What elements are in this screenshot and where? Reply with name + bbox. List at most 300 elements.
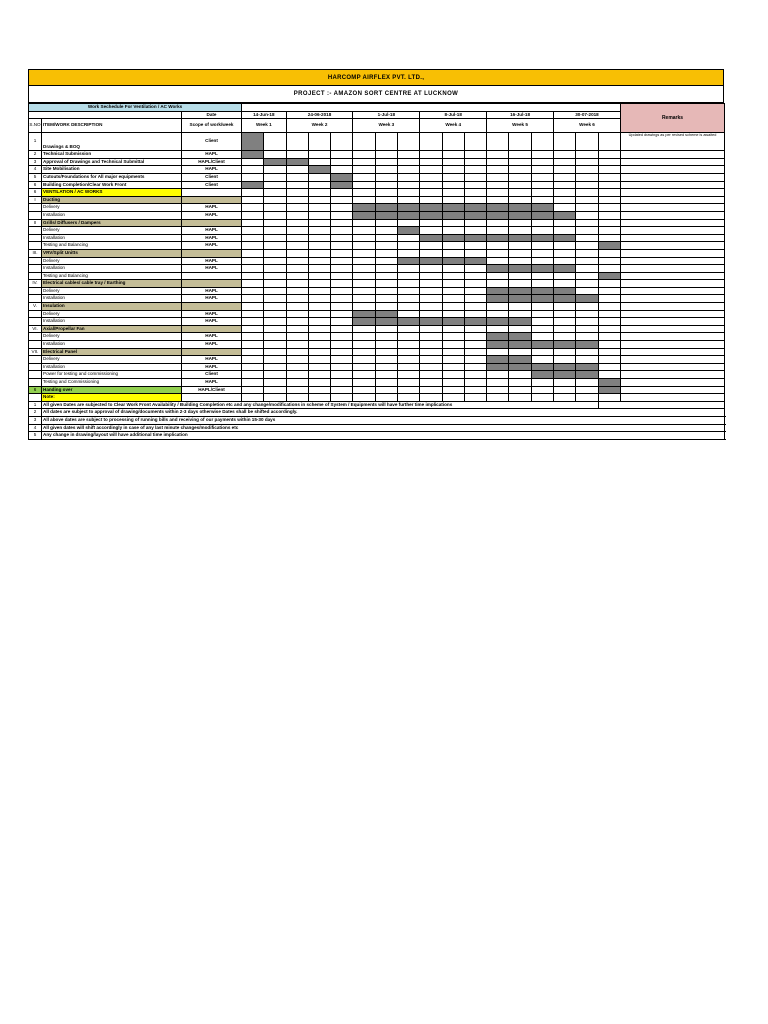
row-scope: HAPL/Client	[182, 386, 242, 394]
week-label: Week 5	[487, 119, 554, 133]
gantt-cell	[308, 242, 330, 250]
row-description: Installation	[42, 295, 182, 303]
row-scope: HAPL	[182, 356, 242, 364]
gantt-bar	[509, 363, 531, 371]
gantt-bar	[442, 318, 464, 326]
gantt-cell	[286, 303, 308, 311]
gantt-cell	[353, 196, 375, 204]
gantt-cell	[286, 348, 308, 356]
gantt-cell	[576, 249, 598, 257]
gantt-cell	[264, 181, 286, 189]
gantt-cell	[242, 234, 264, 242]
gantt-cell	[264, 196, 286, 204]
gantt-cell	[531, 249, 553, 257]
item-header: ITEM/WORK DESCRIPTION	[42, 119, 182, 133]
gantt-cell	[331, 196, 353, 204]
row-description: Delivery	[42, 204, 182, 212]
gantt-cell	[398, 219, 420, 227]
gantt-bar	[464, 234, 486, 242]
gantt-cell	[553, 386, 575, 394]
row-scope: HAPL	[182, 211, 242, 219]
schedule-row	[29, 151, 725, 159]
gantt-cell	[264, 257, 286, 265]
schedule-row	[29, 295, 725, 303]
gantt-cell	[420, 166, 442, 174]
gantt-cell	[464, 348, 486, 356]
week-label: Week 4	[420, 119, 487, 133]
schedule-row	[29, 133, 725, 151]
gantt-cell	[242, 363, 264, 371]
row-sno	[29, 204, 42, 212]
row-remark	[621, 196, 725, 204]
gantt-cell	[553, 257, 575, 265]
gantt-cell	[375, 196, 397, 204]
gantt-cell	[420, 379, 442, 387]
gantt-cell	[331, 158, 353, 166]
gantt-cell	[286, 211, 308, 219]
gantt-cell	[331, 227, 353, 235]
gantt-cell	[598, 348, 620, 356]
gantt-bar	[375, 204, 397, 212]
gantt-bar	[531, 295, 553, 303]
schedule-row	[29, 173, 725, 181]
row-remark	[621, 394, 725, 402]
row-scope: HAPL	[182, 318, 242, 326]
gantt-cell	[509, 196, 531, 204]
gantt-cell	[509, 227, 531, 235]
gantt-cell	[353, 257, 375, 265]
row-scope: HAPL	[182, 257, 242, 265]
gantt-cell	[242, 219, 264, 227]
gantt-cell	[264, 386, 286, 394]
row-remark	[621, 341, 725, 349]
note-row	[29, 416, 725, 424]
schedule-row	[29, 219, 725, 227]
gantt-bar	[487, 211, 509, 219]
gantt-cell	[598, 371, 620, 379]
gantt-cell	[286, 295, 308, 303]
gantt-cell	[331, 363, 353, 371]
header-row-columns	[29, 119, 725, 133]
row-scope: HAPL	[182, 295, 242, 303]
row-remark	[621, 211, 725, 219]
gantt-cell	[286, 386, 308, 394]
gantt-cell	[598, 287, 620, 295]
gantt-cell	[375, 363, 397, 371]
gantt-cell	[331, 310, 353, 318]
gantt-bar	[487, 287, 509, 295]
gantt-bar	[398, 318, 420, 326]
schedule-row	[29, 325, 725, 333]
schedule-row	[29, 318, 725, 326]
row-remark	[621, 379, 725, 387]
gantt-cell	[308, 234, 330, 242]
row-description: Installation	[42, 341, 182, 349]
gantt-cell	[308, 287, 330, 295]
gantt-bar	[509, 295, 531, 303]
gantt-cell	[375, 394, 397, 402]
gantt-cell	[286, 287, 308, 295]
gantt-cell	[553, 189, 575, 197]
gantt-cell	[598, 325, 620, 333]
gantt-cell	[598, 227, 620, 235]
gantt-cell	[598, 151, 620, 159]
gantt-cell	[308, 363, 330, 371]
row-remark	[621, 348, 725, 356]
gantt-cell	[464, 379, 486, 387]
gantt-cell	[353, 348, 375, 356]
gantt-cell	[242, 356, 264, 364]
gantt-cell	[398, 249, 420, 257]
gantt-bar	[487, 341, 509, 349]
gantt-cell	[353, 151, 375, 159]
gantt-cell	[576, 181, 598, 189]
gantt-cell	[487, 166, 509, 174]
row-remark	[621, 363, 725, 371]
schedule-row	[29, 341, 725, 349]
row-remark	[621, 257, 725, 265]
gantt-cell	[442, 151, 464, 159]
gantt-cell	[375, 333, 397, 341]
row-sno: 3	[29, 158, 42, 166]
schedule-row	[29, 234, 725, 242]
gantt-cell	[331, 257, 353, 265]
gantt-cell	[286, 371, 308, 379]
schedule-row	[29, 265, 725, 273]
gantt-cell	[353, 333, 375, 341]
gantt-cell	[331, 204, 353, 212]
gantt-bar	[509, 356, 531, 364]
gantt-cell	[487, 151, 509, 159]
gantt-cell	[398, 189, 420, 197]
row-scope: HAPL	[182, 341, 242, 349]
gantt-cell	[331, 219, 353, 227]
gantt-cell	[286, 272, 308, 280]
row-scope: HAPL	[182, 227, 242, 235]
schedule-row	[29, 386, 725, 394]
gantt-cell	[509, 303, 531, 311]
gantt-bar	[509, 265, 531, 273]
gantt-cell	[576, 227, 598, 235]
gantt-bar	[264, 158, 286, 166]
row-sno	[29, 310, 42, 318]
gantt-cell	[264, 189, 286, 197]
gantt-bar	[353, 310, 375, 318]
schedule-row	[29, 287, 725, 295]
gantt-cell	[531, 280, 553, 288]
gantt-cell	[398, 280, 420, 288]
gantt-cell	[576, 204, 598, 212]
note-sno: 3	[29, 416, 42, 424]
gantt-cell	[398, 151, 420, 159]
gantt-cell	[264, 303, 286, 311]
gantt-cell	[331, 371, 353, 379]
gantt-cell	[264, 242, 286, 250]
gantt-cell	[464, 227, 486, 235]
gantt-cell	[242, 371, 264, 379]
schedule-row	[29, 257, 725, 265]
gantt-cell	[398, 234, 420, 242]
row-scope: HAPL	[182, 379, 242, 387]
gantt-bar	[509, 318, 531, 326]
gantt-cell	[398, 166, 420, 174]
gantt-bar	[420, 211, 442, 219]
row-sno	[29, 272, 42, 280]
gantt-cell	[308, 133, 330, 151]
gantt-cell	[286, 227, 308, 235]
gantt-cell	[242, 341, 264, 349]
gantt-cell	[375, 280, 397, 288]
week-date: 1-Jul-18	[353, 111, 420, 119]
row-remark	[621, 325, 725, 333]
gantt-cell	[308, 173, 330, 181]
row-sno: VII.	[29, 348, 42, 356]
schedule-table	[28, 103, 725, 440]
gantt-cell	[353, 133, 375, 151]
gantt-cell	[420, 227, 442, 235]
schedule-sheet	[28, 69, 724, 440]
gantt-cell	[264, 173, 286, 181]
gantt-cell	[331, 242, 353, 250]
gantt-cell	[442, 265, 464, 273]
gantt-bar	[398, 257, 420, 265]
gantt-cell	[553, 133, 575, 151]
gantt-cell	[242, 318, 264, 326]
gantt-cell	[308, 204, 330, 212]
gantt-bar	[464, 318, 486, 326]
gantt-cell	[375, 356, 397, 364]
gantt-cell	[442, 333, 464, 341]
gantt-cell	[308, 325, 330, 333]
gantt-cell	[487, 257, 509, 265]
week-date: 30-07-2018	[553, 111, 620, 119]
note-row	[29, 432, 725, 440]
note-sno: 5	[29, 432, 42, 440]
gantt-cell	[509, 242, 531, 250]
row-remark	[621, 371, 725, 379]
gantt-cell	[531, 158, 553, 166]
gantt-cell	[442, 272, 464, 280]
gantt-bar	[353, 211, 375, 219]
gantt-cell	[464, 363, 486, 371]
gantt-cell	[353, 363, 375, 371]
gantt-cell	[308, 272, 330, 280]
row-description: Site Mobilisation	[42, 166, 182, 174]
scope-header: Scope of work/week	[182, 119, 242, 133]
gantt-bar	[353, 318, 375, 326]
gantt-cell	[509, 181, 531, 189]
row-sno	[29, 318, 42, 326]
row-remark	[621, 249, 725, 257]
gantt-cell	[553, 379, 575, 387]
row-description: Electrical cables/ cable tray / Earthing	[42, 280, 182, 288]
gantt-cell	[242, 386, 264, 394]
gantt-cell	[331, 280, 353, 288]
row-remark	[621, 295, 725, 303]
gantt-bar	[531, 341, 553, 349]
gantt-cell	[442, 196, 464, 204]
schedule-row	[29, 333, 725, 341]
row-remark	[621, 356, 725, 364]
gantt-cell	[398, 181, 420, 189]
gantt-cell	[420, 189, 442, 197]
gantt-cell	[375, 158, 397, 166]
gantt-cell	[487, 133, 509, 151]
gantt-bar	[420, 318, 442, 326]
gantt-cell	[398, 363, 420, 371]
schedule-row	[29, 158, 725, 166]
gantt-cell	[331, 133, 353, 151]
row-remark	[621, 151, 725, 159]
gantt-cell	[353, 227, 375, 235]
gantt-cell	[442, 249, 464, 257]
gantt-cell	[286, 204, 308, 212]
gantt-bar	[598, 272, 620, 280]
gantt-cell	[442, 166, 464, 174]
row-remark	[621, 189, 725, 197]
gantt-cell	[398, 158, 420, 166]
gantt-cell	[331, 318, 353, 326]
note-sno: 4	[29, 424, 42, 432]
gantt-cell	[598, 234, 620, 242]
gantt-cell	[331, 394, 353, 402]
schedule-row	[29, 348, 725, 356]
row-sno	[29, 371, 42, 379]
row-remark	[621, 219, 725, 227]
gantt-cell	[487, 348, 509, 356]
gantt-cell	[509, 158, 531, 166]
gantt-cell	[286, 318, 308, 326]
gantt-cell	[487, 386, 509, 394]
gantt-cell	[242, 272, 264, 280]
row-remark	[621, 272, 725, 280]
row-description: Delivery	[42, 333, 182, 341]
gantt-cell	[398, 341, 420, 349]
gantt-cell	[464, 386, 486, 394]
row-description: Installation	[42, 234, 182, 242]
row-sno	[29, 379, 42, 387]
gantt-cell	[264, 211, 286, 219]
gantt-cell	[531, 151, 553, 159]
gantt-cell	[264, 348, 286, 356]
gantt-cell	[308, 303, 330, 311]
gantt-bar	[553, 295, 575, 303]
gantt-cell	[553, 196, 575, 204]
gantt-cell	[487, 394, 509, 402]
gantt-cell	[464, 287, 486, 295]
row-remark	[621, 280, 725, 288]
gantt-cell	[331, 287, 353, 295]
gantt-cell	[353, 356, 375, 364]
gantt-cell	[576, 166, 598, 174]
gantt-cell	[598, 196, 620, 204]
gantt-cell	[420, 158, 442, 166]
row-description: Delivery	[42, 356, 182, 364]
gantt-cell	[308, 211, 330, 219]
gantt-cell	[398, 242, 420, 250]
row-scope	[182, 303, 242, 311]
gantt-cell	[531, 348, 553, 356]
gantt-cell	[242, 158, 264, 166]
gantt-bar	[598, 386, 620, 394]
note-row	[29, 409, 725, 417]
gantt-cell	[553, 356, 575, 364]
row-scope: Client	[182, 133, 242, 151]
date-label: Date	[182, 111, 242, 119]
schedule-row	[29, 303, 725, 311]
gantt-bar	[442, 211, 464, 219]
gantt-cell	[308, 249, 330, 257]
gantt-cell	[464, 325, 486, 333]
gantt-cell	[375, 272, 397, 280]
gantt-cell	[531, 379, 553, 387]
row-sno	[29, 227, 42, 235]
gantt-cell	[331, 325, 353, 333]
sno-header: S.NO	[29, 119, 42, 133]
row-description: Axial/Propellar Fan	[42, 325, 182, 333]
row-description: Testing and Commissioning	[42, 379, 182, 387]
gantt-cell	[375, 325, 397, 333]
gantt-cell	[487, 371, 509, 379]
gantt-cell	[353, 181, 375, 189]
gantt-cell	[353, 242, 375, 250]
gantt-cell	[398, 394, 420, 402]
gantt-cell	[531, 227, 553, 235]
gantt-cell	[576, 356, 598, 364]
gantt-cell	[464, 173, 486, 181]
gantt-cell	[420, 287, 442, 295]
gantt-cell	[331, 272, 353, 280]
gantt-cell	[442, 348, 464, 356]
gantt-bar	[464, 257, 486, 265]
row-sno: IV.	[29, 280, 42, 288]
gantt-bar	[487, 356, 509, 364]
gantt-cell	[531, 189, 553, 197]
gantt-cell	[553, 333, 575, 341]
gantt-cell	[264, 265, 286, 273]
gantt-cell	[286, 196, 308, 204]
gantt-cell	[487, 242, 509, 250]
row-scope: HAPL/Client	[182, 158, 242, 166]
gantt-cell	[576, 333, 598, 341]
gantt-cell	[353, 249, 375, 257]
gantt-bar	[531, 287, 553, 295]
gantt-cell	[375, 173, 397, 181]
note-sno: 1	[29, 401, 42, 409]
gantt-bar	[442, 204, 464, 212]
gantt-cell	[442, 158, 464, 166]
gantt-cell	[509, 257, 531, 265]
gantt-cell	[331, 265, 353, 273]
gantt-cell	[464, 394, 486, 402]
gantt-cell	[308, 295, 330, 303]
gantt-cell	[353, 379, 375, 387]
gantt-cell	[464, 280, 486, 288]
gantt-cell	[308, 196, 330, 204]
gantt-cell	[442, 379, 464, 387]
gantt-bar	[487, 318, 509, 326]
gantt-cell	[398, 196, 420, 204]
gantt-cell	[353, 287, 375, 295]
gantt-bar	[242, 151, 264, 159]
gantt-bar	[553, 234, 575, 242]
gantt-cell	[264, 363, 286, 371]
gantt-cell	[264, 295, 286, 303]
gantt-bar	[509, 341, 531, 349]
gantt-cell	[487, 158, 509, 166]
gantt-cell	[264, 379, 286, 387]
gantt-cell	[420, 265, 442, 273]
